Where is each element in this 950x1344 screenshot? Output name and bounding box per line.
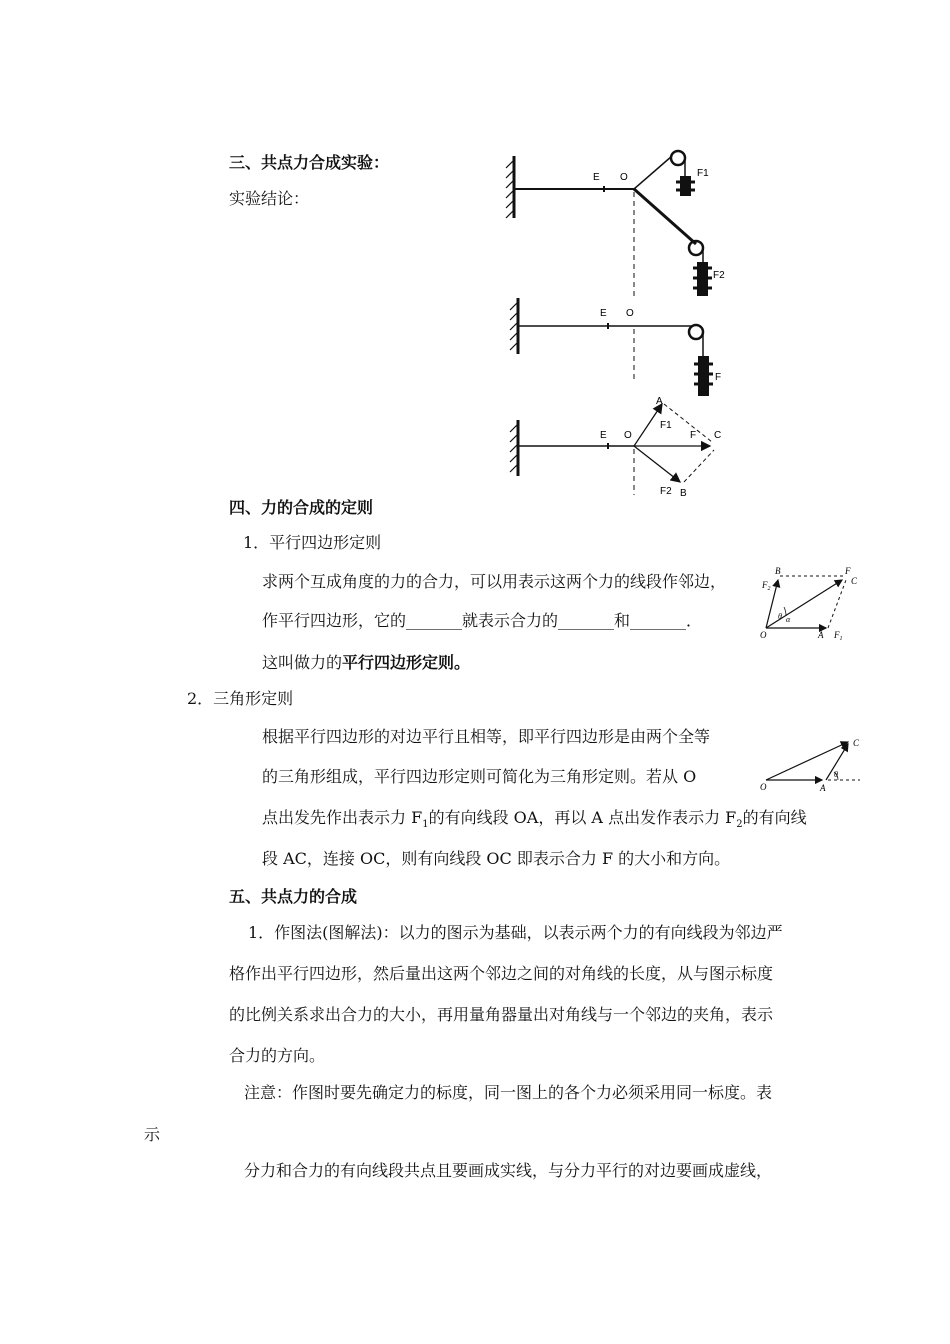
experiment-fig1 (506, 151, 725, 300)
experiment-fig2 (510, 298, 721, 396)
label-E: E (600, 430, 607, 441)
force-F1-arrow (634, 404, 662, 446)
label-A: A (818, 630, 824, 640)
label-A: A (656, 396, 663, 407)
section3-conclusion: 实验结论： (229, 189, 310, 208)
label-O: O (760, 782, 767, 792)
force-F2-arrow (634, 446, 680, 482)
experiment-figure (500, 140, 730, 510)
parallelogram-figure (758, 564, 863, 642)
label-C: C (714, 430, 722, 441)
item1-line2: 作平行四边形，它的_______就表示合力的_______和_______． (262, 611, 703, 630)
label-alpha: α (786, 615, 791, 624)
label-F2: F2 (660, 486, 672, 497)
label-E: E (593, 172, 600, 183)
label-F: F (690, 430, 697, 441)
label-C: C (853, 738, 860, 748)
note-line1: 注意：作图时要先确定力的标度，同一图上的各个力必须采用同一标度。表 (244, 1083, 773, 1102)
label-F2: $F_2$ (762, 580, 771, 592)
experiment-fig3 (510, 396, 721, 499)
label-O: O (620, 172, 628, 183)
item2-title: 2．三角形定则 (187, 689, 294, 708)
label-theta: θ (834, 770, 838, 779)
section5-line2: 格作出平行四边形，然后量出这两个邻边之间的对角线的长度，从与图示标度 (229, 964, 774, 983)
item2-line2: 的三角形组成，平行四边形定则可简化为三角形定则。若从 O (262, 767, 697, 786)
section4-heading: 四、力的合成的定则 (229, 498, 374, 517)
section3-heading: 三、共点力合成实验： (229, 153, 390, 172)
weights (698, 356, 709, 396)
label-F: F (715, 372, 722, 383)
item1-line3 (262, 653, 470, 673)
label-F: F (845, 566, 851, 576)
pulley-1 (671, 151, 685, 165)
section5-heading: 五、共点力的合成 (229, 887, 358, 906)
label-F1: F1 (697, 168, 709, 179)
item2-line4: 段 AC，连接 OC，则有向线段 OC 即表示合力 F 的大小和方向。 (262, 849, 731, 868)
label-F2: F2 (713, 270, 725, 281)
note-line2: 示 (144, 1125, 161, 1144)
item1-line1: 求两个互成角度的力的合力，可以用表示这两个力的线段作邻边， (262, 572, 727, 591)
dashed-side-BC (684, 450, 714, 482)
label-O: O (626, 308, 634, 319)
label-B: B (775, 566, 781, 576)
pulley (689, 325, 703, 339)
label-F1: $F_1$ (834, 630, 843, 642)
weights-1 (680, 176, 691, 196)
label-O: O (760, 630, 767, 640)
section5-line1: 1．作图法(图解法)：以力的图示为基础，以表示两个力的有向线段为邻边严 (248, 923, 783, 942)
item2-line1: 根据平行四边形的对边平行且相等，即平行四边形是由两个全等 (262, 727, 711, 746)
item1-title: 1．平行四边形定则 (243, 533, 382, 552)
label-theta: θ (778, 612, 782, 621)
label-A: A (820, 783, 826, 793)
label-O: O (624, 430, 632, 441)
section5-line3: 的比例关系求出合力的大小，再用量角器量出对角线与一个邻边的夹角，表示 (229, 1005, 774, 1024)
triangle-figure (758, 734, 863, 794)
rule-name: 平行四边形定则。 (342, 653, 471, 672)
section5-line4: 合力的方向。 (229, 1046, 326, 1065)
label-C: C (851, 576, 858, 586)
item1-line3-text: 这叫做力的 (262, 653, 343, 672)
note-line3: 分力和合力的有向线段共点且要画成实线，与分力平行的对边要画成虚线， (244, 1161, 773, 1180)
label-E: E (600, 308, 607, 319)
label-B: B (680, 488, 687, 499)
item2-line3: 点出发先作出表示力 $F_1$的有向线段 OA，再以 A 点出发作表示力 $F_2$的有向线 (262, 808, 807, 831)
label-F1: F1 (660, 420, 672, 431)
